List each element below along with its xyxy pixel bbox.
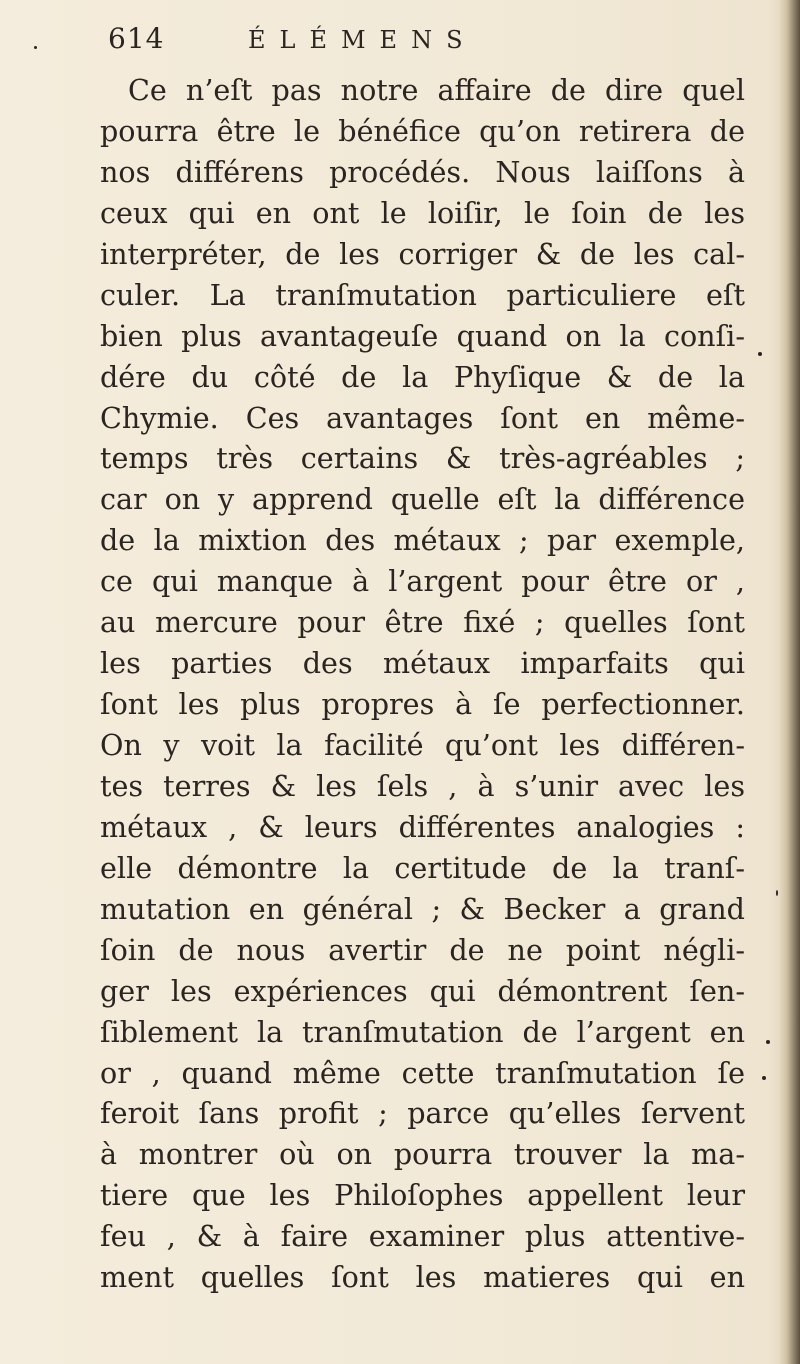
ink-speck xyxy=(766,1040,770,1044)
text-line: ce qui manque à l’argent pour être or , xyxy=(100,564,745,599)
text-line: métaux , & leurs différentes analogies : xyxy=(100,809,745,844)
text-line: temps très certains & très-agréables ; xyxy=(100,441,745,476)
text-line: ſoin de nous avertir de ne point négli- xyxy=(100,932,745,967)
text-line: tiere que les Philoſophes appellent leur xyxy=(100,1178,745,1213)
text-line: interpréter, de les corriger & de les cal- xyxy=(100,236,745,271)
text-line: ceux qui en ont le loiſir, le ſoin de les xyxy=(100,195,745,230)
text-line: les parties des métaux imparfaits qui xyxy=(100,646,745,681)
page-number: 614 xyxy=(108,22,165,55)
running-title: ÉLÉMENS xyxy=(248,26,477,54)
text-line: au mercure pour être fixé ; quelles ſont xyxy=(100,605,745,640)
text-line: nos différens procédés. Nous laiſſons à xyxy=(100,154,745,189)
text-line: tes terres & les ſels , à s’unir avec les xyxy=(100,768,745,803)
text-line: car on y apprend quelle eſt la différence xyxy=(100,482,745,517)
text-line: On y voit la facilité qu’ont les différen- xyxy=(100,728,745,762)
page-header xyxy=(108,22,728,66)
ink-speck xyxy=(758,352,762,356)
ink-speck xyxy=(776,890,778,896)
text-line: ſiblement la tranſmutation de l’argent en xyxy=(100,1014,745,1049)
text-line: Chymie. Ces avantages ſont en même- xyxy=(100,400,745,435)
text-line: or , quand même cette tranſmutation ſe xyxy=(100,1055,745,1090)
ink-speck xyxy=(34,46,37,49)
text-line: ſont les plus propres à ſe perfectionner. xyxy=(100,687,745,722)
text-line: ment quelles ſont les matieres qui en xyxy=(100,1260,745,1295)
ink-speck xyxy=(762,1076,766,1080)
body-text xyxy=(100,70,745,1298)
text-line: dére du côté de la Phyſique & de la xyxy=(100,359,745,394)
text-line: feu , & à faire examiner plus attentive- xyxy=(100,1219,745,1254)
text-line: à montrer où on pourra trouver la ma- xyxy=(100,1137,745,1172)
text-line: pourra être le bénéfice qu’on retirera de xyxy=(100,113,745,148)
text-line: mutation en général ; & Becker a grand xyxy=(100,891,745,926)
text-line: feroit ſans profit ; parce qu’elles ſervent xyxy=(100,1096,745,1131)
text-line: elle démontre la certitude de la tranſ- xyxy=(100,850,745,885)
page-gutter-shadow xyxy=(778,0,800,1364)
text-line: bien plus avantageuſe quand on la conſi- xyxy=(100,318,745,353)
text-line: ger les expériences qui démontrent ſen- xyxy=(100,973,745,1008)
text-line: culer. La tranſmutation particuliere eſt xyxy=(100,277,745,312)
text-line: de la mixtion des métaux ; par exemple, xyxy=(100,523,745,558)
text-line: Ce n’eſt pas notre affaire de dire quel xyxy=(128,73,745,107)
